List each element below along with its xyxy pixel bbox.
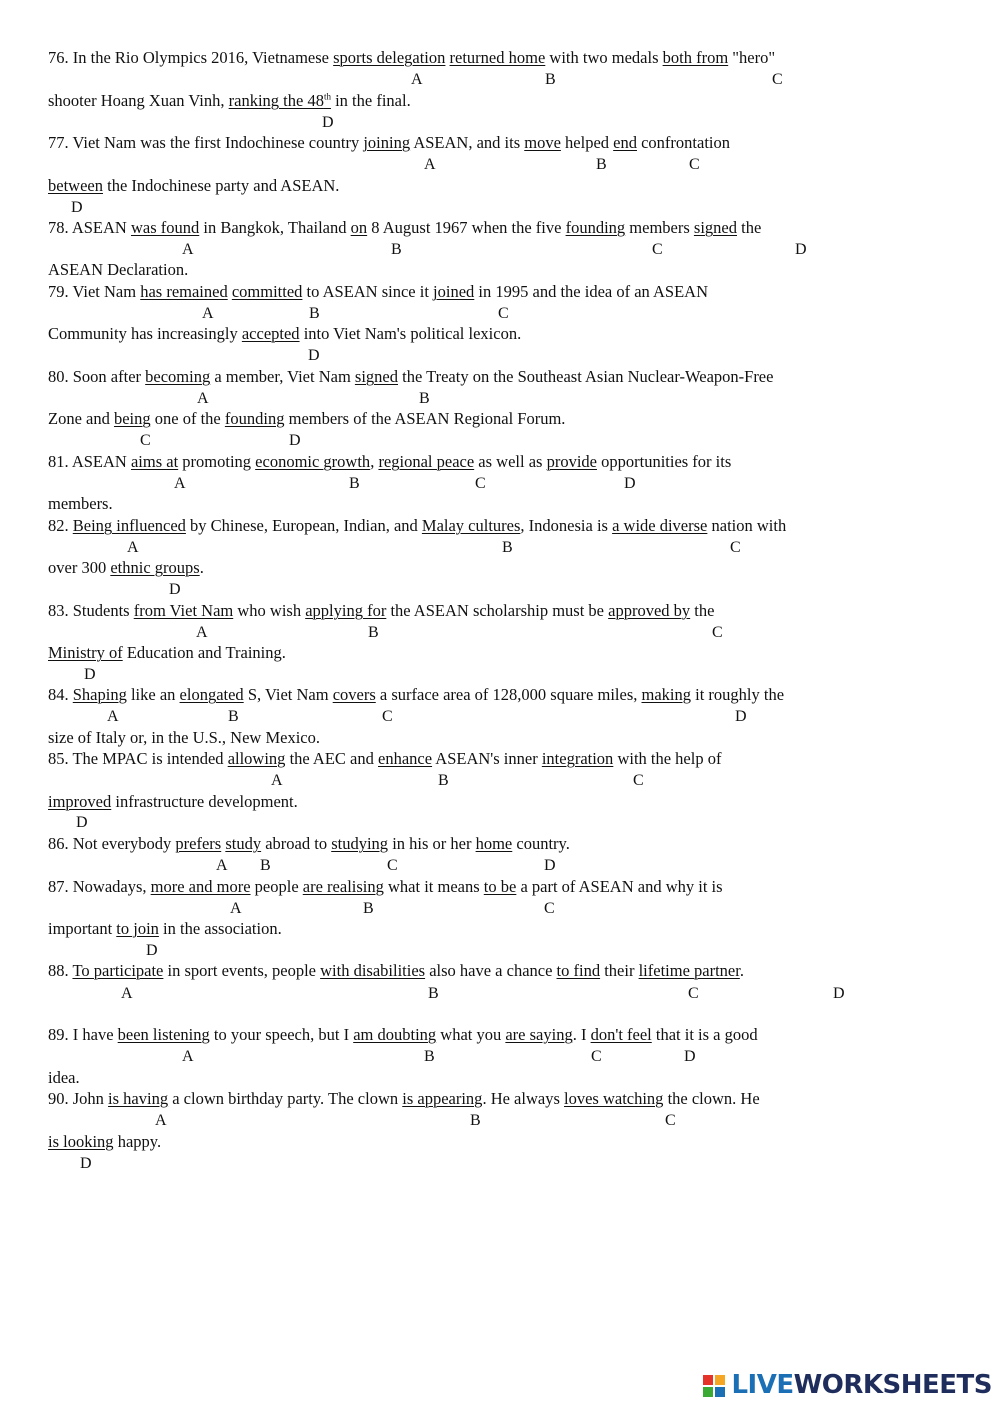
label-d: D <box>544 857 556 874</box>
label-b: B <box>419 390 430 407</box>
label-b: B <box>428 985 439 1002</box>
option-d-text: home <box>475 834 513 853</box>
label-b: B <box>228 708 239 725</box>
question-85-line-2: improved infrastructure development. <box>48 792 298 811</box>
option-c-text: a wide diverse <box>612 516 708 535</box>
question-82-line-1: 82. Being influenced by Chinese, European, Indian, and Malay cultures, Indonesia is a wide diverse nation with <box>48 516 787 535</box>
option-b-text: Malay cultures <box>421 516 521 535</box>
option-d-text: making <box>641 685 691 704</box>
label-a: A <box>271 772 283 789</box>
question-80-line-1: 80. Soon after becoming a member, Viet Nam signed the Treaty on the Southeast Asian Nuclear-Weapon-Free <box>48 367 774 386</box>
question-78-line-1: 78. ASEAN was found in Bangkok, Thailand on 8 August 1967 when the five founding members signed the <box>48 218 762 237</box>
label-c: C <box>730 539 741 556</box>
label-c: C <box>382 708 393 725</box>
option-b-text: on <box>350 218 368 237</box>
label-c: C <box>140 432 151 449</box>
option-c-text: to find <box>556 961 601 980</box>
label-c: C <box>712 624 723 641</box>
label-b: B <box>470 1112 481 1129</box>
label-b: B <box>438 772 449 789</box>
question-76-line-1: 76. In the Rio Olympics 2016, Vietnamese sports delegation returned home with two medals both from "hero" <box>48 48 776 67</box>
option-b-text: is appearing <box>402 1089 483 1108</box>
label-a: A <box>107 708 119 725</box>
option-c-text: both from <box>662 48 729 67</box>
option-b-text: economic growth <box>255 452 371 471</box>
question-83-line-1: 83. Students from Viet Nam who wish applying for the ASEAN scholarship must be approved by the <box>48 601 715 620</box>
option-d-text: accepted <box>241 324 300 343</box>
label-d: D <box>169 581 181 598</box>
label-c: C <box>665 1112 676 1129</box>
label-d: D <box>684 1048 696 1065</box>
option-b-text: signed <box>354 367 398 386</box>
label-a: A <box>197 390 209 407</box>
label-c: C <box>591 1048 602 1065</box>
question-79-line-1: 79. Viet Nam has remained committed to ASEAN since it joined in 1995 and the idea of an ASEAN <box>48 282 709 301</box>
option-d-text: founding <box>224 409 285 428</box>
option-b-text: are realising <box>302 877 384 896</box>
label-a: A <box>411 71 423 88</box>
option-c-text: joined <box>433 282 475 301</box>
option-c-text: approved by <box>608 601 691 620</box>
option-b-text: committed <box>231 282 303 301</box>
label-d: D <box>84 666 96 683</box>
option-c-text: are saying <box>505 1025 573 1044</box>
option-a-text: from Viet Nam <box>133 601 234 620</box>
question-84-line-2: size of Italy or, in the U.S., New Mexico. <box>48 728 320 747</box>
option-c-text: to be <box>483 877 517 896</box>
label-c: C <box>544 900 555 917</box>
option-c-text: end <box>613 133 637 152</box>
option-b-text: elongated <box>179 685 244 704</box>
option-d-text: ranking the 48th <box>228 91 331 110</box>
label-d: D <box>795 241 807 258</box>
option-a-text: Shaping <box>72 685 127 704</box>
question-84-line-1: 84. Shaping like an elongated S, Viet Nam covers a surface area of 128,000 square miles, making it roughly the <box>48 685 785 704</box>
label-c: C <box>498 305 509 322</box>
option-d-text: don't feel <box>590 1025 652 1044</box>
label-b: B <box>424 1048 435 1065</box>
option-a-text: more and more <box>150 877 251 896</box>
option-c-text: loves watching <box>564 1089 664 1108</box>
label-b: B <box>349 475 360 492</box>
option-d-text: signed <box>693 218 737 237</box>
question-87-line-1: 87. Nowadays, more and more people are realising what it means to be a part of ASEAN and why it is <box>48 877 723 896</box>
question-86-line-1: 86. Not everybody prefers study abroad to studying in his or her home country. <box>48 834 570 853</box>
option-a-text: was found <box>130 218 200 237</box>
option-c-text: founding <box>565 218 626 237</box>
question-90-line-2: is looking happy. <box>48 1132 162 1151</box>
label-a: A <box>196 624 208 641</box>
option-b-text: applying for <box>305 601 387 620</box>
option-b-text: with disabilities <box>320 961 426 980</box>
label-a: A <box>424 156 436 173</box>
label-a: A <box>230 900 242 917</box>
label-d: D <box>76 814 88 831</box>
option-a-text: Being influenced <box>72 516 186 535</box>
option-a-text: is having <box>108 1089 169 1108</box>
question-81-line-1: 81. ASEAN aims at promoting economic growth, regional peace as well as provide opportunities for its <box>48 452 732 471</box>
label-b: B <box>368 624 379 641</box>
label-a: A <box>127 539 139 556</box>
option-d-text: ethnic groups <box>110 558 200 577</box>
option-a-text: aims at <box>130 452 179 471</box>
question-85-line-1: 85. The MPAC is intended allowing the AEC and enhance ASEAN's inner integration with the help of <box>48 749 722 768</box>
label-a: A <box>155 1112 167 1129</box>
option-c-text: integration <box>541 749 614 768</box>
question-88-line-1: 88. To participate in sport events, people with disabilities also have a chance to find their lifetime partner. <box>48 961 744 980</box>
label-a: A <box>182 241 194 258</box>
label-a: A <box>174 475 186 492</box>
option-c-text: covers <box>332 685 376 704</box>
option-b-text: returned home <box>449 48 546 67</box>
option-a-text: has remained <box>140 282 228 301</box>
option-a-text: joining <box>363 133 411 152</box>
option-d-text: to join <box>116 919 159 938</box>
option-a-text: prefers <box>175 834 222 853</box>
question-82-line-2: over 300 ethnic groups. <box>48 558 204 577</box>
question-80-line-2: Zone and being one of the founding members of the ASEAN Regional Forum. <box>48 409 566 428</box>
label-b: B <box>309 305 320 322</box>
option-d-text: between <box>48 176 103 195</box>
label-d: D <box>322 114 334 131</box>
label-c: C <box>475 475 486 492</box>
option-d-text: lifetime partner <box>638 961 740 980</box>
question-77-line-1: 77. Viet Nam was the first Indochinese country joining ASEAN, and its move helped end confrontation <box>48 133 730 152</box>
label-b: B <box>391 241 402 258</box>
label-c: C <box>688 985 699 1002</box>
question-90-line-1: 90. John is having a clown birthday party. The clown is appearing. He always loves watching the clown. He <box>48 1089 760 1108</box>
option-d-text: improved <box>48 792 112 811</box>
liveworksheets-mark-icon <box>703 1371 727 1399</box>
label-c: C <box>689 156 700 173</box>
logo-text: LIVEWORKSHEETS <box>731 1370 992 1400</box>
label-a: A <box>121 985 133 1002</box>
label-b: B <box>502 539 513 556</box>
label-b: B <box>363 900 374 917</box>
liveworksheets-logo <box>703 1367 992 1403</box>
option-d-text: is looking <box>48 1132 114 1151</box>
question-79-line-2: Community has increasingly accepted into Viet Nam's political lexicon. <box>48 324 522 343</box>
option-d-text: provide <box>546 452 597 471</box>
option-a-text: been listening <box>117 1025 210 1044</box>
label-c: C <box>652 241 663 258</box>
label-c: C <box>387 857 398 874</box>
label-d: D <box>833 985 845 1002</box>
option-a-text: To participate <box>72 961 164 980</box>
label-c: C <box>772 71 783 88</box>
label-b: B <box>596 156 607 173</box>
label-d: D <box>71 199 83 216</box>
question-89-line-1: 89. I have been listening to your speech, but I am doubting what you are saying. I don't feel that it is a good <box>48 1025 758 1044</box>
label-a: A <box>216 857 228 874</box>
label-d: D <box>624 475 636 492</box>
option-c-text: being <box>113 409 151 428</box>
option-a-text: allowing <box>227 749 286 768</box>
option-a-text: becoming <box>145 367 211 386</box>
option-a-text: sports delegation <box>333 48 446 67</box>
label-d: D <box>146 942 158 959</box>
option-c-text: regional peace <box>378 452 475 471</box>
question-89-line-2: idea. <box>48 1068 80 1087</box>
question-76-line-2: shooter Hoang Xuan Vinh, ranking the 48th in the final. <box>48 91 411 110</box>
option-b-text: study <box>225 834 262 853</box>
question-83-line-2: Ministry of Education and Training. <box>48 643 286 662</box>
label-d: D <box>80 1155 92 1172</box>
label-d: D <box>308 347 320 364</box>
label-b: B <box>545 71 556 88</box>
question-87-line-2: important to join in the association. <box>48 919 282 938</box>
option-b-text: move <box>524 133 561 152</box>
option-d-text: Ministry of <box>48 643 123 662</box>
question-78-line-2: ASEAN Declaration. <box>48 260 189 279</box>
label-a: A <box>182 1048 194 1065</box>
option-c-text: studying <box>331 834 389 853</box>
option-b-text: am doubting <box>353 1025 437 1044</box>
question-77-line-2: between the Indochinese party and ASEAN. <box>48 176 340 195</box>
label-b: B <box>260 857 271 874</box>
label-c: C <box>633 772 644 789</box>
label-a: A <box>202 305 214 322</box>
label-d: D <box>735 708 747 725</box>
option-b-text: enhance <box>378 749 433 768</box>
label-d: D <box>289 432 301 449</box>
question-81-line-2: members. <box>48 494 113 513</box>
